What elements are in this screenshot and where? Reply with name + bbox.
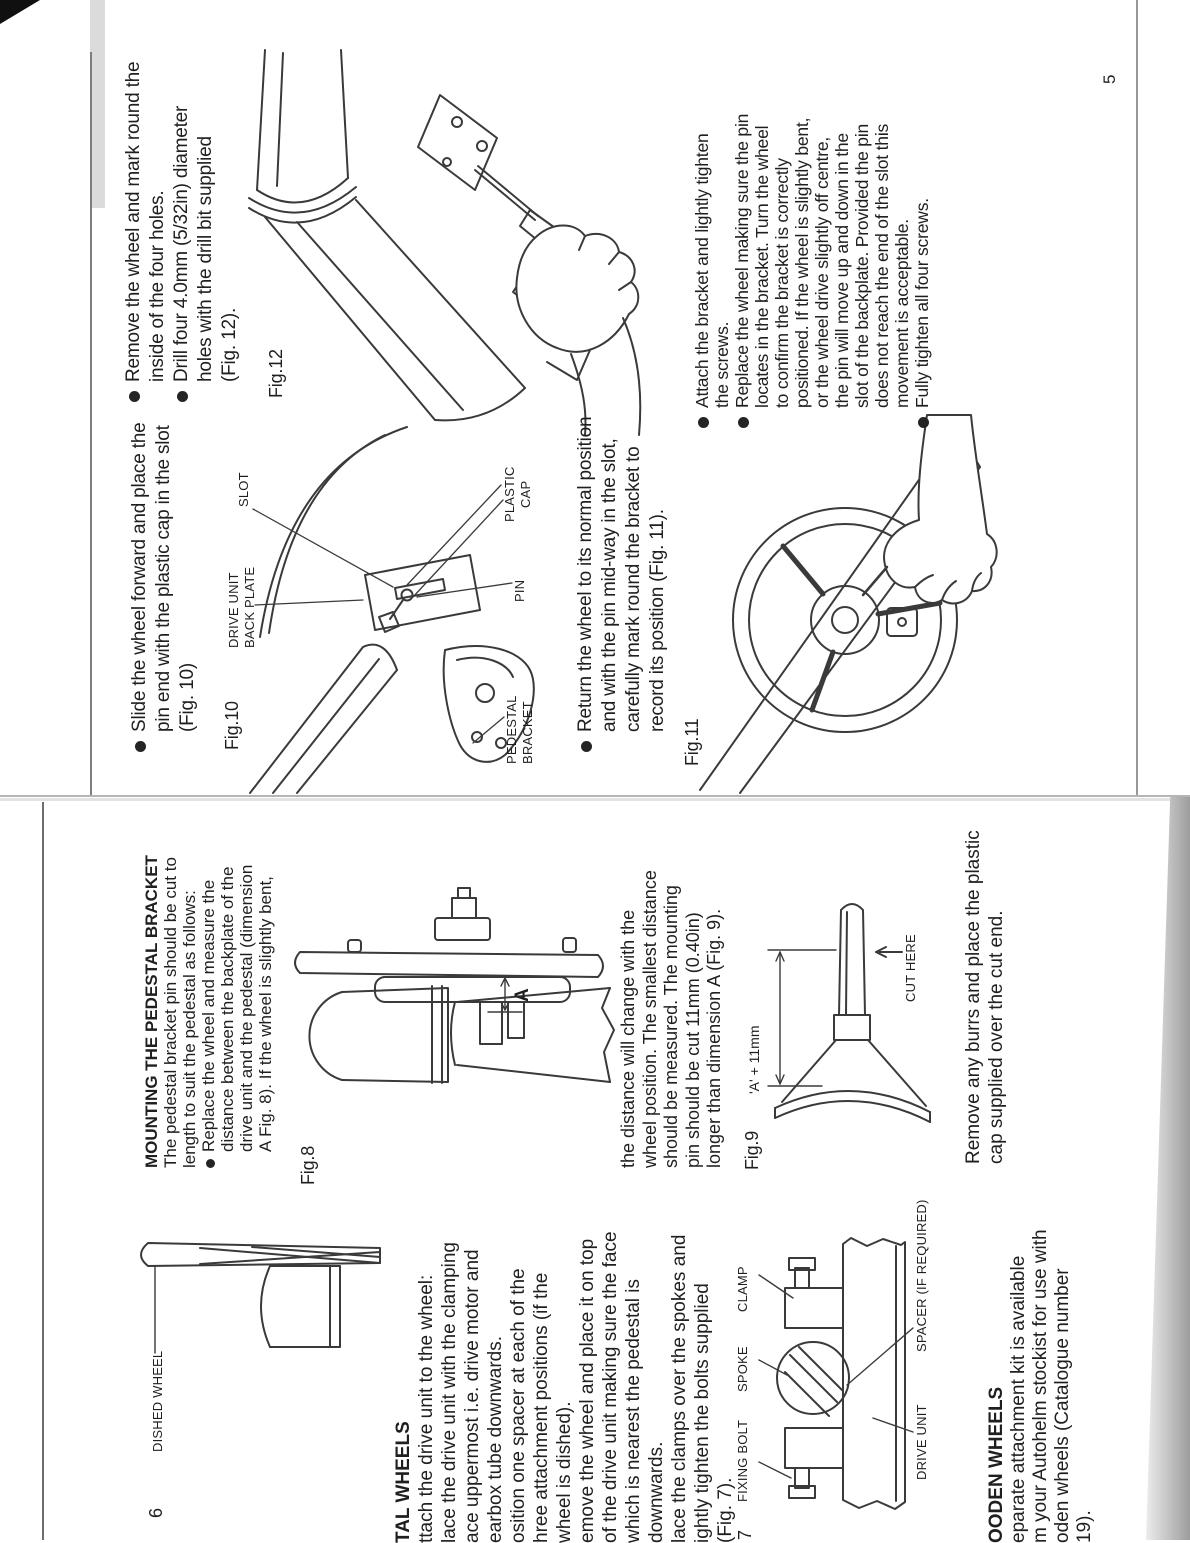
page4-edge-line-left xyxy=(42,802,44,1540)
fig9-dimension-label: 'A' + 11mm xyxy=(746,1025,762,1094)
fig10-label-drive-unit-back-plate xyxy=(226,548,258,648)
text-line: lace the drive unit with the clamping xyxy=(439,1242,460,1543)
text-line: of the drive unit making sure the face xyxy=(600,1231,621,1543)
text-line: oden wheels (Catalogue number xyxy=(1052,1268,1073,1543)
scan-corner-mark xyxy=(0,0,40,24)
page5-edge-line-right xyxy=(1136,0,1138,795)
fig8-drive-unit-illustration xyxy=(280,880,615,1110)
fig10-label-pin: PIN xyxy=(512,579,527,602)
section-heading-fragment: TAL WHEELS xyxy=(393,1421,414,1543)
text-line: (Fig. 7). xyxy=(715,1477,736,1543)
text-line: ightly tighten the bolts supplied xyxy=(692,1283,713,1543)
fig10-label-plastic-cap xyxy=(502,452,534,522)
text-line: length to suit the pedestal as follows: xyxy=(180,890,199,1168)
text-line: ace uppermost i.e. drive motor and xyxy=(462,1249,483,1543)
para-attach-bracket xyxy=(692,78,934,428)
text-line: Return the wheel to its normal position xyxy=(574,422,598,752)
page-number: 5 xyxy=(1100,74,1119,84)
fig8-dim-a-label: A xyxy=(512,988,533,1002)
text-line: or the wheel drive slightly off centre, xyxy=(812,136,832,408)
fig8-caption: Fig.8 xyxy=(298,1145,318,1185)
fig6-label-dished-wheel: DISHED WHEEL xyxy=(150,1350,165,1452)
text-line: Replace the wheel and measure the xyxy=(199,836,218,1168)
page-fold-shadow xyxy=(0,798,1190,801)
section-heading-fragment: OODEN WHEELS xyxy=(986,1386,1007,1543)
text-line: eparate attachment kit is available xyxy=(1008,1255,1029,1543)
text-line: record its position (Fig. 11). xyxy=(647,509,668,732)
label-line: DRIVE UNIT xyxy=(226,572,241,648)
text-line: the distance will change with the xyxy=(618,909,638,1168)
text-line: which is nearest the pedestal is xyxy=(623,1278,644,1543)
text-line: earbox tube downwards. xyxy=(485,1335,506,1543)
label-line: BACK PLATE xyxy=(242,566,257,648)
text-line: holes with the drill bit supplied xyxy=(195,136,216,382)
text-line: positioned. If the wheel is slightly bent, xyxy=(792,117,812,408)
para-remove-burrs xyxy=(962,829,1010,1164)
text-line: hree attachment positions (if the xyxy=(531,1272,552,1543)
text-line: osition one spacer at each of the xyxy=(508,1268,529,1543)
section-mounting-pedestal-bracket xyxy=(142,836,278,1168)
text-line: lace the clamps over the spokes and xyxy=(669,1234,690,1543)
para-remove-wheel xyxy=(122,57,244,402)
fig9-cut-here-label: CUT HERE xyxy=(903,934,918,1002)
text-line: carefully mark round the bracket to xyxy=(623,446,644,732)
fig12-drill-illustration xyxy=(235,50,665,435)
text-line: slot of the backplate. Provided the pin xyxy=(852,123,872,408)
fig6-caption-fragment: 6 xyxy=(146,1508,166,1518)
text-line: pin should be cut 11mm (0.40in) xyxy=(682,912,703,1168)
fig7-caption-fragment: 7 xyxy=(735,1530,755,1540)
fig10-label-pedestal-bracket xyxy=(504,684,536,764)
section-heading: MOUNTING THE PEDESTAL BRACKET xyxy=(142,855,161,1168)
text-line: The pedestal bracket pin should be cut to xyxy=(161,857,180,1168)
fig10-label-slot: SLOT xyxy=(236,472,251,507)
text-line: ttach the drive unit to the wheel: xyxy=(416,1274,437,1543)
text-line: the pin will move up and down in the xyxy=(832,133,852,408)
page4-edge-shadow xyxy=(1146,797,1190,1540)
text-line: cap supplied over the cut end. xyxy=(986,910,1007,1164)
section-wooden-wheels xyxy=(986,1203,1096,1543)
text-line: A Fig. 8). If the wheel is slightly bent, xyxy=(256,876,275,1152)
text-line: does not reach the end of the slot this xyxy=(872,123,892,408)
para-slide-wheel xyxy=(128,417,202,752)
text-line: (Fig. 12). xyxy=(219,307,240,382)
fig9-caption: Fig.9 xyxy=(742,1130,762,1170)
text-line: emove the wheel and place it on top xyxy=(577,1238,598,1543)
fig7-label-spacer: SPACER (IF REQUIRED) xyxy=(914,1199,929,1352)
fig7-label-fixing-bolt: FIXING BOLT xyxy=(735,1419,750,1502)
para-distance-will-change xyxy=(618,838,728,1168)
text-line: Remove any burrs and place the plastic xyxy=(963,830,984,1164)
label-line: CAP xyxy=(518,480,533,508)
page5-edge-line-left xyxy=(90,52,92,795)
section-metal-wheels xyxy=(392,1193,742,1543)
fig11-caption: Fig.11 xyxy=(682,718,702,766)
fig11-wheel-hand-illustration xyxy=(695,415,1015,795)
text-line: Fully tighten all four screws. xyxy=(912,78,932,428)
text-line: the screws. xyxy=(712,321,732,408)
fig7-label-spoke: SPOKE xyxy=(735,1346,750,1392)
text-line: 19). xyxy=(1074,1510,1095,1543)
text-line: pin end with the plastic cap in the slot xyxy=(153,425,174,732)
fig12-caption: Fig.12 xyxy=(266,349,286,398)
text-line: downwards. xyxy=(646,1441,667,1543)
label-line: PEDESTAL xyxy=(504,695,519,764)
text-line: Slide the wheel forward and place the xyxy=(128,417,152,752)
text-line: wheel position. The smallest distance xyxy=(639,870,660,1168)
text-line: locates in the bracket. Turn the wheel xyxy=(752,125,772,408)
fig6-dished-wheel-illustration xyxy=(130,1235,390,1395)
text-line: Drill four 4.0mm (5/32in) diameter xyxy=(170,57,194,402)
para-return-wheel xyxy=(574,416,672,752)
text-line: Remove the wheel and mark round the xyxy=(122,57,146,402)
fig10-caption: Fig.10 xyxy=(222,701,242,750)
fig7-label-clamp: CLAMP xyxy=(735,1266,750,1312)
text-line: inside of the four holes. xyxy=(147,190,168,382)
text-line: should be measured. The mounting xyxy=(661,885,681,1168)
text-line: and with the pin mid-way in the slot, xyxy=(599,438,620,732)
fig7-clamp-illustration xyxy=(755,1230,940,1520)
scan-edge-smudge xyxy=(90,0,105,208)
text-line: to confirm the bracket is correctly xyxy=(772,158,792,408)
text-line: longer than dimension A (Fig. 9). xyxy=(704,908,724,1168)
text-line: m your Autohelm stockist for use with xyxy=(1030,1229,1051,1543)
text-line: drive unit and the pedestal (dimension xyxy=(237,864,256,1152)
text-line: movement is acceptable. xyxy=(892,219,912,408)
text-line: Attach the bracket and lightly tighten xyxy=(692,78,712,428)
text-line: wheel is dished). xyxy=(554,1401,575,1543)
text-line: (Fig. 10) xyxy=(177,663,198,732)
label-line: BRACKET xyxy=(520,701,535,764)
text-line: Replace the wheel making sure the pin xyxy=(732,78,752,428)
text-line: distance between the backplate of the xyxy=(218,866,237,1152)
label-line: PLASTIC xyxy=(502,466,517,522)
page-fold-line xyxy=(0,795,1190,797)
fig7-label-drive-unit: DRIVE UNIT xyxy=(914,1404,929,1480)
